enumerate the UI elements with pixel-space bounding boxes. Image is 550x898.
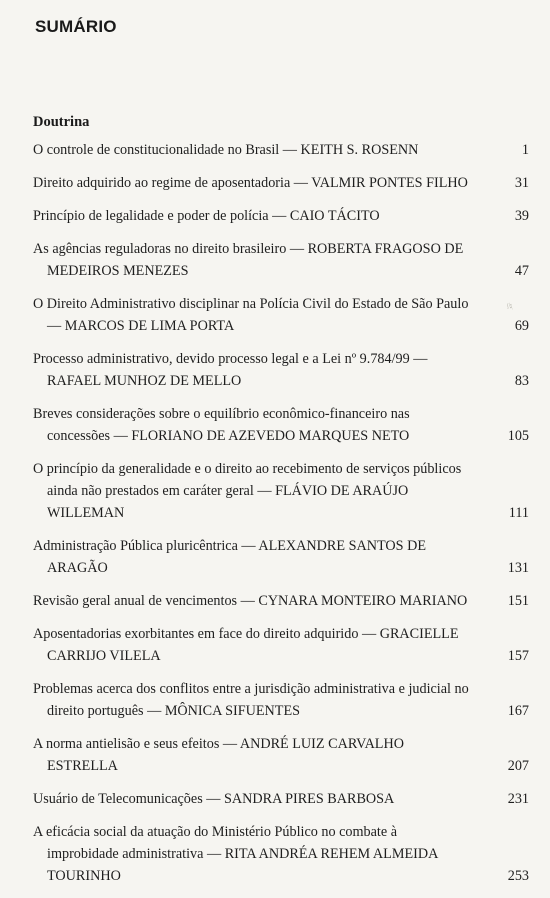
- toc-entry-text: ARAGÃO: [47, 560, 108, 576]
- toc-entry-line: [33, 557, 529, 579]
- toc-entry-text: Breves considerações sobre o equilíbrio econômico-financeiro nas: [33, 406, 410, 422]
- toc-entry-text: direito português — MÔNICA SIFUENTES: [47, 703, 301, 719]
- toc-entry-text: RAFAEL MUNHOZ DE MELLO: [47, 373, 242, 389]
- toc-page-number: 83: [514, 373, 529, 389]
- toc-entry-line: [33, 700, 529, 722]
- toc-entry-text: O controle de constitucionalidade no Brasil — KEITH S. ROSENN: [33, 142, 419, 158]
- toc-entry-text: A eficácia social da atuação do Ministério Público no combate à: [33, 824, 398, 840]
- toc-entry-line: [33, 480, 529, 502]
- toc-entry: [33, 535, 529, 579]
- toc-entry-line: [33, 205, 529, 227]
- toc-entry-text: O princípio da generalidade e o direito ao recebimento de serviços públicos: [33, 461, 462, 477]
- toc-entry-line: [33, 590, 529, 612]
- toc-entry-text: CARRIJO VILELA: [47, 648, 161, 664]
- toc-page-number: 157: [507, 648, 529, 664]
- toc-entry-line: [33, 293, 529, 315]
- toc-entry-text: Administração Pública pluricêntrica — ALEXANDRE SANTOS DE: [33, 538, 426, 554]
- toc-entry-text: As agências reguladoras no direito brasileiro — ROBERTA FRAGOSO DE: [33, 241, 464, 257]
- toc-entry-line: [33, 733, 529, 755]
- toc-entry-text: Aposentadorias exorbitantes em face do direito adquirido — GRACIELLE: [33, 626, 459, 642]
- toc-entry-text: O Direito Administrativo disciplinar na Polícia Civil do Estado de São Paulo: [33, 296, 469, 312]
- toc-entry-text: WILLEMAN: [47, 505, 125, 521]
- toc-page-number: 253: [507, 868, 529, 884]
- toc-entry-text: Usuário de Telecomunicações — SANDRA PIRES BARBOSA: [33, 791, 395, 807]
- toc-entry-text: Princípio de legalidade e poder de polícia — CAIO TÁCITO: [33, 208, 380, 224]
- toc-entry: [33, 172, 529, 194]
- toc-entry-line: [33, 348, 529, 370]
- toc-entry-text: A norma antielisão e seus efeitos — ANDRÉ LUIZ CARVALHO: [33, 736, 404, 752]
- stray-mark: ᶴ♮: [505, 301, 514, 314]
- toc-entry-line: [33, 260, 529, 282]
- toc-entry: [33, 238, 529, 282]
- toc-entry-line: [33, 172, 529, 194]
- toc-entry: [33, 821, 529, 887]
- toc-entry-line: [33, 535, 529, 557]
- toc-entry-text: Problemas acerca dos conflitos entre a jurisdição administrativa e judicial no: [33, 681, 469, 697]
- toc-page-number: 231: [507, 791, 529, 807]
- toc-entry: [33, 678, 529, 722]
- toc-page-number: 207: [507, 758, 529, 774]
- toc-entry-line: [33, 623, 529, 645]
- toc-entry-text: Revisão geral anual de vencimentos — CYNARA MONTEIRO MARIANO: [33, 593, 468, 609]
- toc-page-number: 31: [514, 175, 529, 191]
- toc-entry-line: [33, 425, 529, 447]
- toc-entry-line: [33, 370, 529, 392]
- toc-entry: [33, 403, 529, 447]
- toc-entry: [33, 590, 529, 612]
- toc-entry-text: Processo administrativo, devido processo legal e a Lei nº 9.784/99 —: [33, 351, 428, 367]
- toc-entry-text: ESTRELLA: [47, 758, 118, 774]
- section-heading: Doutrina: [33, 114, 90, 130]
- table-of-contents: [33, 139, 529, 898]
- toc-entry-line: [33, 315, 529, 337]
- toc-page-number: 39: [514, 208, 529, 224]
- toc-entry-text: — MARCOS DE LIMA PORTA: [47, 318, 235, 334]
- toc-entry-line: [33, 502, 529, 524]
- toc-entry-text: TOURINHO: [47, 868, 121, 884]
- toc-entry-text: MEDEIROS MENEZES: [47, 263, 189, 279]
- toc-page-number: 131: [507, 560, 529, 576]
- toc-entry-line: [33, 645, 529, 667]
- toc-entry: [33, 293, 529, 337]
- toc-entry-text: Direito adquirido ao regime de aposentadoria — VALMIR PONTES FILHO: [33, 175, 468, 191]
- toc-entry-line: [33, 458, 529, 480]
- toc-entry-text: concessões — FLORIANO DE AZEVEDO MARQUES NETO: [47, 428, 410, 444]
- toc-entry-line: [33, 678, 529, 700]
- toc-page-number: 105: [507, 428, 529, 444]
- toc-page-number: 167: [507, 703, 529, 719]
- toc-entry-line: [33, 865, 529, 887]
- toc-page-number: 151: [507, 593, 529, 609]
- toc-entry: [33, 788, 529, 810]
- toc-entry-line: [33, 788, 529, 810]
- toc-entry-line: [33, 843, 529, 865]
- toc-page-number: 47: [514, 263, 529, 279]
- toc-entry: [33, 348, 529, 392]
- toc-entry-text: improbidade administrativa — RITA ANDRÉA REHEM ALMEIDA: [47, 846, 439, 862]
- toc-entry-line: [33, 821, 529, 843]
- toc-page-number: 111: [508, 505, 529, 521]
- toc-entry-line: [33, 403, 529, 425]
- toc-entry: [33, 139, 529, 161]
- toc-entry-line: [33, 755, 529, 777]
- toc-entry-line: [33, 238, 529, 260]
- toc-entry: [33, 733, 529, 777]
- toc-entry: [33, 623, 529, 667]
- toc-entry-line: [33, 139, 529, 161]
- toc-page-number: 1: [521, 142, 529, 158]
- toc-entry-text: ainda não prestados em caráter geral — FLÁVIO DE ARAÚJO: [47, 483, 409, 499]
- toc-page-number: 69: [514, 318, 529, 334]
- toc-entry: [33, 205, 529, 227]
- page-title: SUMÁRIO: [35, 17, 117, 36]
- toc-entry: [33, 458, 529, 524]
